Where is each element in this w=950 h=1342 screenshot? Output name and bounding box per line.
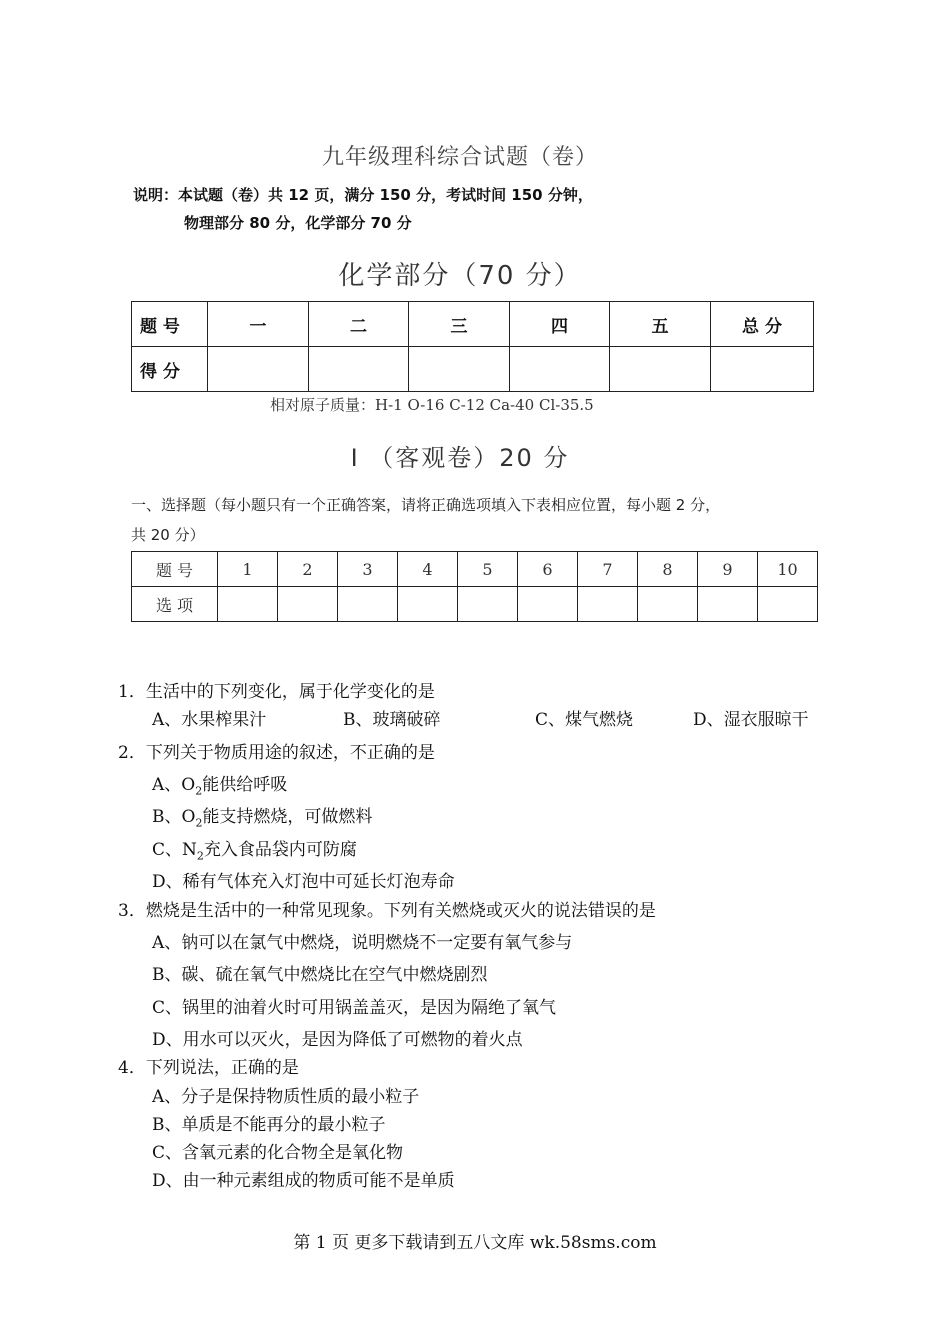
question-1-option-a: A、水果榨果汁 xyxy=(152,710,267,730)
answer-cell xyxy=(578,587,638,622)
score-cell xyxy=(208,347,309,392)
question-1-option-b: B、玻璃破碎 xyxy=(343,710,441,730)
chemistry-section-title: 化学部分（70 分） xyxy=(338,261,582,291)
instructions-line2: 共 20 分） xyxy=(131,526,205,544)
answer-cell xyxy=(518,587,578,622)
score-col-1: 一 xyxy=(208,302,309,347)
answer-cell xyxy=(458,587,518,622)
answer-number: 10 xyxy=(758,552,818,587)
question-3-option-b: B、碳、硫在氧气中燃烧比在空气中燃烧剧烈 xyxy=(152,965,488,985)
answer-cell xyxy=(698,587,758,622)
score-table-value-row xyxy=(132,347,814,392)
score-col-total: 总 分 xyxy=(711,302,814,347)
answer-cell xyxy=(218,587,278,622)
question-1-option-c: C、煤气燃烧 xyxy=(535,710,634,730)
question-4-option-b: B、单质是不能再分的最小粒子 xyxy=(152,1115,386,1135)
answer-table xyxy=(131,551,818,622)
answer-number: 7 xyxy=(578,552,638,587)
atomic-mass-line: 相对原子质量：H-1 O-16 C-12 Ca-40 Cl-35.5 xyxy=(270,396,594,414)
question-4-option-a: A、分子是保持物质性质的最小粒子 xyxy=(152,1087,420,1107)
score-col-2: 二 xyxy=(309,302,409,347)
question-4-stem: 4．下列说法，正确的是 xyxy=(118,1058,299,1078)
score-cell xyxy=(409,347,510,392)
objective-part-title: Ⅰ （客观卷）20 分 xyxy=(350,444,570,472)
score-table-row-label: 题 号 xyxy=(132,302,208,347)
score-table xyxy=(131,301,814,392)
instructions-line1: 一、选择题（每小题只有一个正确答案，请将正确选项填入下表相应位置，每小题 2 分， xyxy=(131,496,721,514)
answer-table-row-label: 选 项 xyxy=(132,587,218,622)
score-table-row-label: 得 分 xyxy=(132,347,208,392)
question-4-option-c: C、含氧元素的化合物全是氧化物 xyxy=(152,1143,404,1163)
page-footer: 第 1 页 更多下载请到五八文库 wk.58sms.com xyxy=(293,1233,657,1253)
answer-number: 5 xyxy=(458,552,518,587)
question-1-stem: 1．生活中的下列变化，属于化学变化的是 xyxy=(118,682,435,702)
answer-number: 8 xyxy=(638,552,698,587)
score-col-3: 三 xyxy=(409,302,510,347)
question-3-option-a: A、钠可以在氯气中燃烧，说明燃烧不一定要有氧气参与 xyxy=(152,933,573,953)
answer-number: 4 xyxy=(398,552,458,587)
answer-number: 9 xyxy=(698,552,758,587)
score-cell xyxy=(309,347,409,392)
answer-table-number-row xyxy=(132,552,818,587)
answer-cell xyxy=(278,587,338,622)
exam-note-line2: 物理部分 80 分，化学部分 70 分 xyxy=(184,214,412,232)
answer-number: 3 xyxy=(338,552,398,587)
answer-table-option-row xyxy=(132,587,818,622)
question-2-option-d: D、稀有气体充入灯泡中可延长灯泡寿命 xyxy=(152,872,455,892)
question-2-option-a: A、$O_2$能供给呼吸 xyxy=(152,775,288,798)
answer-number: 2 xyxy=(278,552,338,587)
answer-number: 6 xyxy=(518,552,578,587)
question-3-option-d: D、用水可以灭火，是因为降低了可燃物的着火点 xyxy=(152,1030,523,1050)
score-cell xyxy=(510,347,610,392)
exam-note-line1: 说明：本试题（卷）共 12 页，满分 150 分，考试时间 150 分钟， xyxy=(133,186,593,204)
question-2-stem: 2．下列关于物质用途的叙述，不正确的是 xyxy=(118,743,435,763)
exam-title: 九年级理科综合试题（卷） xyxy=(321,145,598,170)
answer-cell xyxy=(338,587,398,622)
score-table-header-row xyxy=(132,302,814,347)
answer-cell xyxy=(758,587,818,622)
answer-number: 1 xyxy=(218,552,278,587)
answer-table-row-label: 题 号 xyxy=(132,552,218,587)
score-cell xyxy=(610,347,711,392)
question-4-option-d: D、由一种元素组成的物质可能不是单质 xyxy=(152,1171,455,1191)
score-cell xyxy=(711,347,814,392)
question-3-option-c: C、锅里的油着火时可用锅盖盖灭，是因为隔绝了氧气 xyxy=(152,998,557,1018)
answer-cell xyxy=(398,587,458,622)
question-2-option-c: C、$N_2$充入食品袋内可防腐 xyxy=(152,840,357,863)
score-col-4: 四 xyxy=(510,302,610,347)
question-3-stem: 3．燃烧是生活中的一种常见现象。下列有关燃烧或灭火的说法错误的是 xyxy=(118,901,656,921)
question-1-option-d: D、湿衣服晾干 xyxy=(693,710,809,730)
score-col-5: 五 xyxy=(610,302,711,347)
question-2-option-b: B、$O_2$能支持燃烧，可做燃料 xyxy=(152,807,373,830)
answer-cell xyxy=(638,587,698,622)
